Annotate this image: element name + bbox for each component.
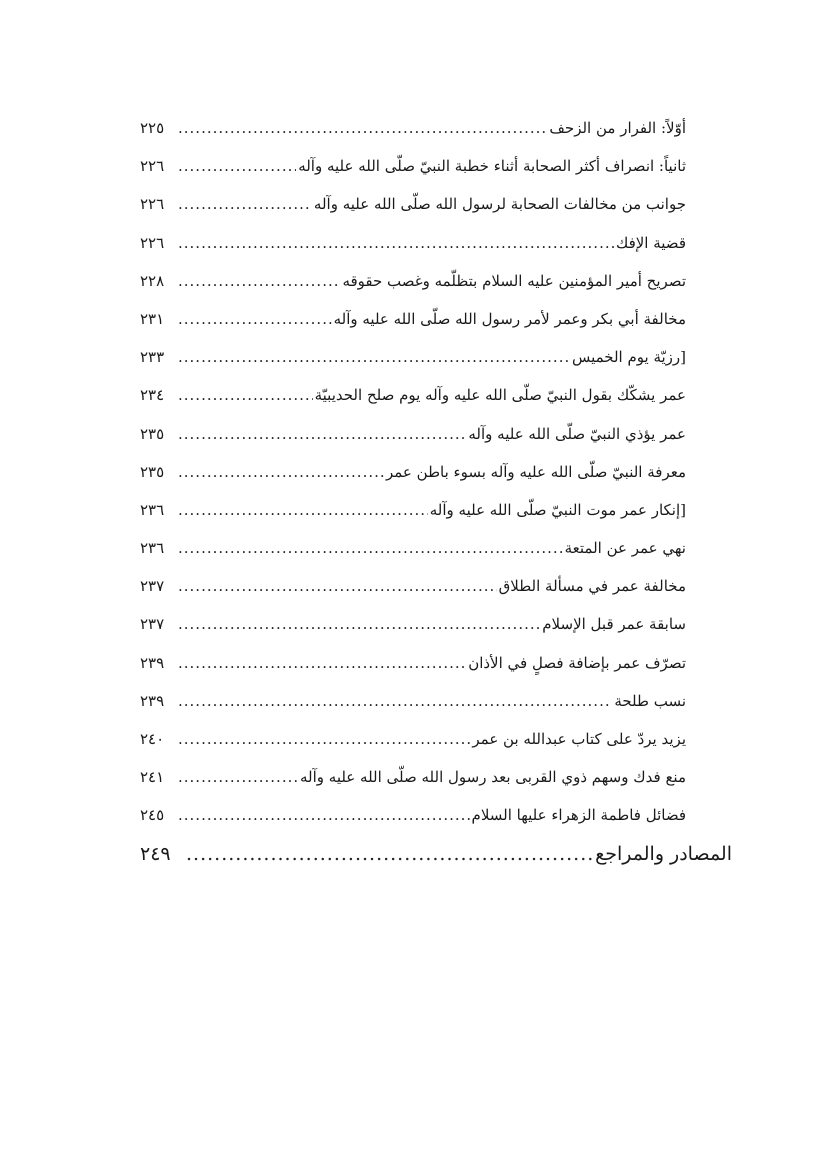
toc-entry[interactable] [140,189,686,227]
toc-entry[interactable] [140,113,686,151]
toc-entry-page: ٢٣١ [140,309,165,328]
toc-entry[interactable] [140,571,686,609]
toc-entry-page: ٢٣٤ [140,386,165,405]
toc-entry-page: ٢٣٥ [140,424,165,443]
toc-entry-title: تصرّف عمر بإضافة فصلٍ في الأذان [468,653,686,672]
toc-entry-title: منع فدك وسهم ذوي القربى بعد رسول الله صلّى الله عليه وآله [299,768,686,787]
toc-entry-title: يزيد يردّ على كتاب عبدالله بن عمر [472,730,686,748]
toc-entry[interactable] [140,800,686,838]
toc-entry-page: ٢٣٦ [140,500,165,519]
toc-entry-page: ٢٢٦ [140,195,165,214]
toc-entry[interactable] [140,533,686,571]
dot-leader [178,571,497,601]
toc-entry-page: ٢٣٦ [140,539,165,558]
toc-entry-page: ٢٣٣ [140,348,165,367]
toc-entry-title: عمر يشكّك بقول النبيّ صلّى الله عليه وآله يوم صلح الحديبيّة [314,386,686,405]
toc-entry-page: ٢٤٠ [140,730,165,748]
dot-leader [178,151,296,181]
dot-leader [178,342,570,372]
toc-entry-page: ٢٣٥ [140,462,165,481]
toc-entry-title: نسب طلحة [614,691,686,710]
toc-entry-title: مخالفة عمر في مسألة الطلاق [498,577,686,596]
toc-entry[interactable] [140,686,686,724]
toc-entry-title: مخالفة أبي بكر وعمر لأمر رسول الله صلّى الله عليه وآله [333,309,686,328]
toc-entry-title: ثانياً: انصراف أكثر الصحابة أثناء خطبة النبيّ صلّى الله عليه وآله [298,157,686,176]
toc-entry-page: ٢٢٦ [140,233,165,252]
dot-leader [178,724,470,754]
toc-entry[interactable] [140,609,686,647]
toc-entry[interactable] [140,724,686,762]
dot-leader [178,304,332,334]
table-of-contents [140,113,732,883]
dot-leader [178,189,312,219]
dot-leader [178,266,340,296]
toc-entry[interactable] [140,304,686,342]
toc-entry-page: ٢٢٦ [140,157,165,176]
dot-leader [178,113,547,143]
dot-leader [178,648,466,678]
dot-leader [186,839,593,869]
toc-entry-title: تصريح أمير المؤمنين عليه السلام بتظلّمه وغصب حقوقه [342,271,686,290]
toc-entry-page: ٢٣٧ [140,577,165,596]
toc-entry-page: ٢٣٩ [140,691,165,710]
toc-major-entry-page: ٢٤٩ [140,842,171,865]
dot-leader [178,228,614,258]
toc-major-entry[interactable] [140,839,732,883]
toc-entry-page: ٢٢٨ [140,271,165,290]
toc-entry-title: نهي عمر عن المتعة [564,539,686,558]
toc-entry[interactable] [140,495,686,533]
toc-entry-title: عمر يؤذي النبيّ صلّى الله عليه وآله [468,424,686,443]
dot-leader [178,380,313,410]
toc-entry-title: سابقة عمر قبل الإسلام [542,615,686,634]
toc-entry[interactable] [140,266,686,304]
toc-entry-page: ٢٣٩ [140,653,165,672]
toc-entry[interactable] [140,228,686,266]
toc-entry-page: ٢٤١ [140,768,165,787]
dot-leader [178,762,298,792]
dot-leader [178,609,540,639]
dot-leader [178,533,563,563]
dot-leader [178,686,612,716]
dot-leader [178,800,470,830]
toc-entry-title: قضية الإفك [615,233,686,252]
toc-entry[interactable] [140,342,686,380]
toc-entry[interactable] [140,457,686,495]
dot-leader [178,457,384,487]
toc-entry-title: جوانب من مخالفات الصحابة لرسول الله صلّى الله عليه وآله [313,195,686,214]
toc-entry-page: ٢٣٧ [140,615,165,634]
toc-entry[interactable] [140,648,686,686]
toc-entry-title: معرفة النبيّ صلّى الله عليه وآله بسوء باطن عمر [385,462,686,481]
toc-entry-title: [رزيّة يوم الخميس [571,348,686,367]
dot-leader [178,419,466,449]
toc-major-entry-title: المصادر والمراجع [595,842,732,865]
toc-entry-page: ٢٢٥ [140,119,165,137]
toc-entry-title: فضائل فاطمة الزهراء عليها السلام [471,806,686,825]
toc-entry-title: أوّلاً: الفرار من الزحف [549,119,686,137]
toc-entry[interactable] [140,380,686,418]
toc-entry-page: ٢٤٥ [140,806,165,825]
dot-leader [178,495,428,525]
toc-entry[interactable] [140,762,686,800]
toc-entry[interactable] [140,419,686,457]
toc-entry-title: [إنكار عمر موت النبيّ صلّى الله عليه وآله [429,500,686,519]
toc-entry[interactable] [140,151,686,189]
